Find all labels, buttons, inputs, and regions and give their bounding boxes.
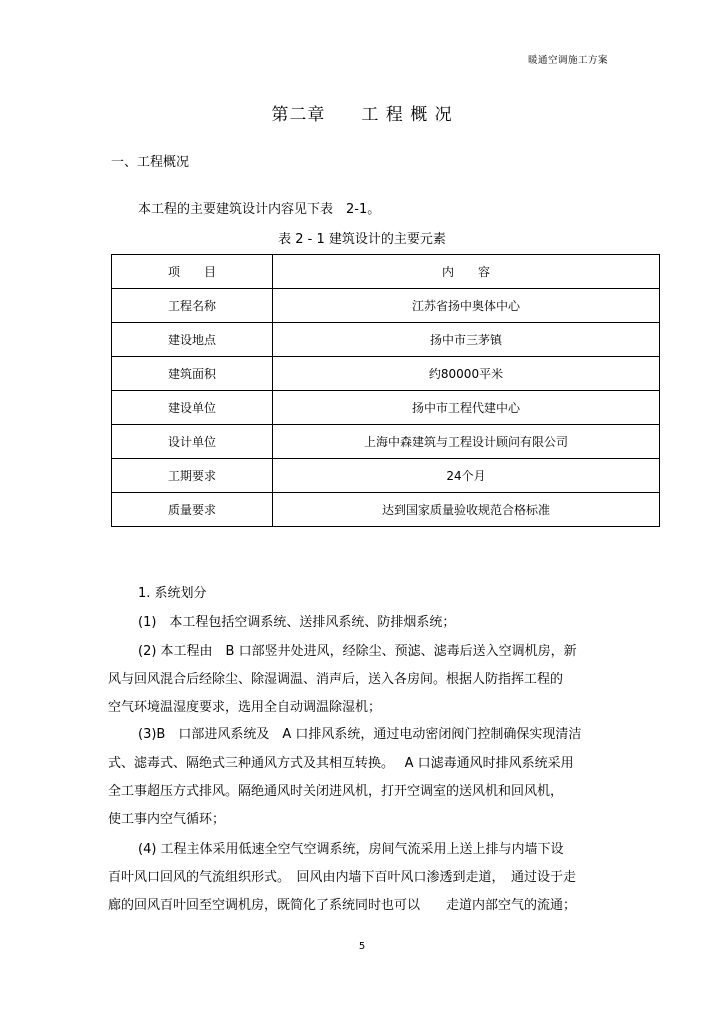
body-line: 空气环境温湿度要求，选用全自动调温除湿机； [108,700,382,715]
row-item: 设计单位 [112,425,273,459]
body-line: (3)B 口部进风系统及 A 口排风系统，通过电动密闭阀门控制确保实现清洁 [138,727,582,742]
design-elements-table [111,254,660,527]
row-item: 建设地点 [112,323,273,357]
page-number: 5 [358,941,366,952]
header-note: 暖通空调施工方案 [527,55,608,66]
row-content: 24个月 [273,459,660,493]
body-line: 全工事超压方式排风。隔绝通风时关闭进风机，打开空调室的送风机和回风机， [108,784,564,799]
table-row [112,425,660,459]
table-row [112,323,660,357]
row-item: 工期要求 [112,459,273,493]
row-content: 江苏省扬中奥体中心 [273,289,660,323]
intro-paragraph: 本工程的主要建筑设计内容见下表 2-1。 [138,202,381,217]
table-caption: 表 2 - 1 建筑设计的主要元素 [278,232,446,247]
row-item: 建设单位 [112,391,273,425]
body-line: (4) 工程主体采用低速全空气空调系统，房间气流采用上送上排与内墙下设 [138,842,564,857]
row-item: 工程名称 [112,289,273,323]
row-content: 扬中市工程代建中心 [273,391,660,425]
table-row [112,459,660,493]
header-item: 项 目 [112,255,273,289]
body-line: (1) 本工程包括空调系统、送排风系统、防排烟系统； [138,615,456,630]
table-row [112,493,660,527]
row-item: 建筑面积 [112,357,273,391]
table-row [112,391,660,425]
body-line: 使工事内空气循环； [108,812,226,827]
body-line: (2) 本工程由 B 口部竖井处进风，经除尘、预滤、滤毒后送入空调机房，新 [138,644,577,659]
table-row [112,289,660,323]
row-content: 达到国家质量验收规范合格标准 [273,493,660,527]
body-line: 百叶风口回风的气流组织形式。 回风由内墙下百叶风口渗透到走道， 通过设于走 [108,870,577,885]
body-line: 1. 系统划分 [138,586,207,601]
body-line: 廊的回风百叶回至空调机房，既简化了系统同时也可以 走道内部空气的流通； [108,898,577,913]
row-content: 约80000平米 [273,357,660,391]
row-content: 上海中森建筑与工程设计顾问有限公司 [273,425,660,459]
table-header-row [112,255,660,289]
body-line: 式、滤毒式、隔绝式三种通风方式及其相互转换。 A 口滤毒通风时排风系统采用 [108,756,574,771]
row-content: 扬中市三茅镇 [273,323,660,357]
header-content: 内 容 [273,255,660,289]
chapter-title: 第二章 工 程 概 况 [271,105,453,125]
body-line: 风与回风混合后经除尘、除湿调温、消声后，送入各房间。根据人防指挥工程的 [108,672,564,687]
section-heading: 一、工程概况 [111,155,190,170]
row-item: 质量要求 [112,493,273,527]
table-row [112,357,660,391]
